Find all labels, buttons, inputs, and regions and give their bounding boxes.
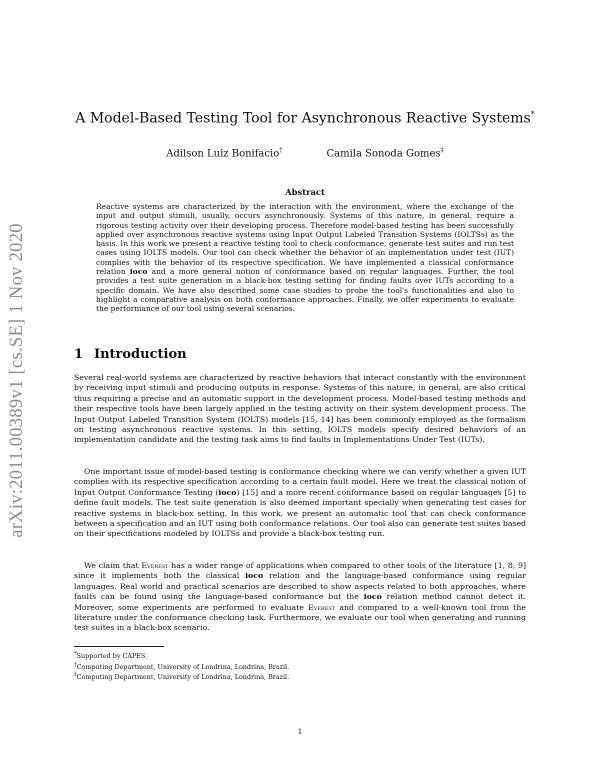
paragraph-3-text-c: relation and the language-based conformance using regular languages. Real world and practical scenarios are described to show aspects related to both approaches, where faults can be found using the language-based conformance but the xyxy=(74,571,526,602)
title-footnote-mark: * xyxy=(530,110,535,119)
arxiv-identifier xyxy=(0,180,34,580)
footnote-2-text: Computing Department, University of Londrina, Londrina, Brazil. xyxy=(76,662,290,671)
footnote-2 xyxy=(74,661,526,672)
section-heading xyxy=(74,346,534,364)
footnote-rule xyxy=(74,646,164,647)
paper-title-text: A Model-Based Testing Tool for Asynchronous Reactive Systems xyxy=(75,110,531,127)
paragraph-1 xyxy=(74,373,526,446)
abstract-text-2: and a more general notion of conformance based on regular languages. Further, the tool provides a test suite generation in a black-box testing setting for finding faults over IUTs according to a specific domain. We have also described some case studies to probe the tool's functionalities and also to highlight a comparative analysis on both conformance approaches. Finally, we offer experiments to evaluate the performance of our tool using several scenarios. xyxy=(96,267,514,314)
paragraph-3-text-b: has a wider range of applications when compared to other tools of the literature [1, 8, 9] since it implements both the classical xyxy=(74,561,527,581)
author-list xyxy=(60,144,550,160)
paragraph-3-everest-2: Everest xyxy=(308,602,336,612)
paragraph-3-text-e: and compared to a well-known tool from the literature under the conformance checking task. Furthermore, we evaluate our tool when generating and running test suites in a black-box scenario. xyxy=(74,602,526,633)
paragraph-3-text-d: relation method cannot detect it. Moreover, some experiments are performed to evaluate xyxy=(74,592,526,612)
footnote-3 xyxy=(74,671,526,682)
abstract-text-1: Reactive systems are characterized by the interaction with the environment, where the exchange of the input and output stimuli, usually, occurs asynchronously. Systems of this nature, in general, require a rigorous testing activity over their developing process. Therefore model-based testing has been successfully applied over asynchronous reactive systems using Input Output Labeled Transition Systems (IOLTSs) as the basis. In this work we present a reactive testing tool to check conformance, generate test suites and run test cases using IOLTS models. Our tool can check whether the behavior of an implementation under test (IUT) complies with the behavior of its respective specification. We have implemented a classical conformance relation xyxy=(96,202,514,277)
footnote-1-mark: * xyxy=(74,651,77,657)
paragraph-3-ioco-2: ioco xyxy=(363,592,382,602)
author-2 xyxy=(326,144,443,160)
arxiv-identifier-text: arXiv:2011.00389v1 [cs.SE] 1 Nov 2020 xyxy=(6,222,27,538)
footnote-3-mark: ‡ xyxy=(74,672,77,679)
abstract-body xyxy=(96,202,514,314)
footnotes xyxy=(74,650,526,682)
footnote-1-text: Supported by CAPES. xyxy=(76,652,148,661)
author-1-mark: † xyxy=(279,146,283,154)
section-number: 1 xyxy=(74,347,84,362)
paragraph-2 xyxy=(74,467,526,540)
author-1 xyxy=(166,144,282,160)
author-2-name: Camila Sonoda Gomes xyxy=(326,148,441,160)
footnote-1 xyxy=(74,650,526,661)
paper-title xyxy=(60,106,550,128)
page-number: 1 xyxy=(297,727,303,736)
paragraph-2-text-a: One important issue of model-based testing is conformance checking where we can verify whether a given IUT complies with its respective specification according to a certain fault model. Here we treat the classical notion of Input Output Conformance Testing ( xyxy=(74,467,526,497)
paragraph-3-text-a: We claim that xyxy=(84,561,139,570)
section-title: Introduction xyxy=(94,347,187,362)
paragraph-3-ioco-1: ioco xyxy=(245,571,264,581)
footnote-3-text: Computing Department, University of Londrina, Londrina, Brazil. xyxy=(76,673,290,682)
paragraph-2-text-b: ) [15] and a more recent conformance based on regular languages [5] to define fault models. The test suite generation is also deemed important specially when generating test cases for reactive systems in black-box setting. In this work, we present an automatic tool that can check conformance between a specification and an IUT using both conformance relations. Our tool also can generate test suites based on their specifications modeled by IOLTSs and provide a black-box testing run. xyxy=(74,487,526,539)
paragraph-3 xyxy=(74,561,526,634)
abstract-ioco: ioco xyxy=(129,267,148,277)
footnote-2-mark: † xyxy=(74,661,77,668)
author-2-mark: ‡ xyxy=(440,146,444,154)
author-1-name: Adilson Luiz Bonifacio xyxy=(166,148,280,160)
paragraph-3-everest-1: Everest xyxy=(141,561,169,570)
abstract-heading: Abstract xyxy=(285,187,325,197)
paragraph-2-ioco: ioco xyxy=(218,487,237,497)
paragraph-1-text: Several real-world systems are characterized by reactive behaviors that interact constantly with the environment by receiving input stimuli and producing outputs in response. Systems of this nature, in general, are also critical thus requiring a precise and an automatic support in the development process. Model-based testing methods and their respective tools have been largely applied in the testing activity on their system development process. The Input Output Labeled Transition System (IOLTS) models [15, 14] has been commonly employed as the formalism on testing asynchronous reactive systems. In this setting, IOLTS models specify desired behaviors of an implementation candidate and the testing task aims to find faults in Implementations Under Test (IUTs). xyxy=(74,373,526,445)
